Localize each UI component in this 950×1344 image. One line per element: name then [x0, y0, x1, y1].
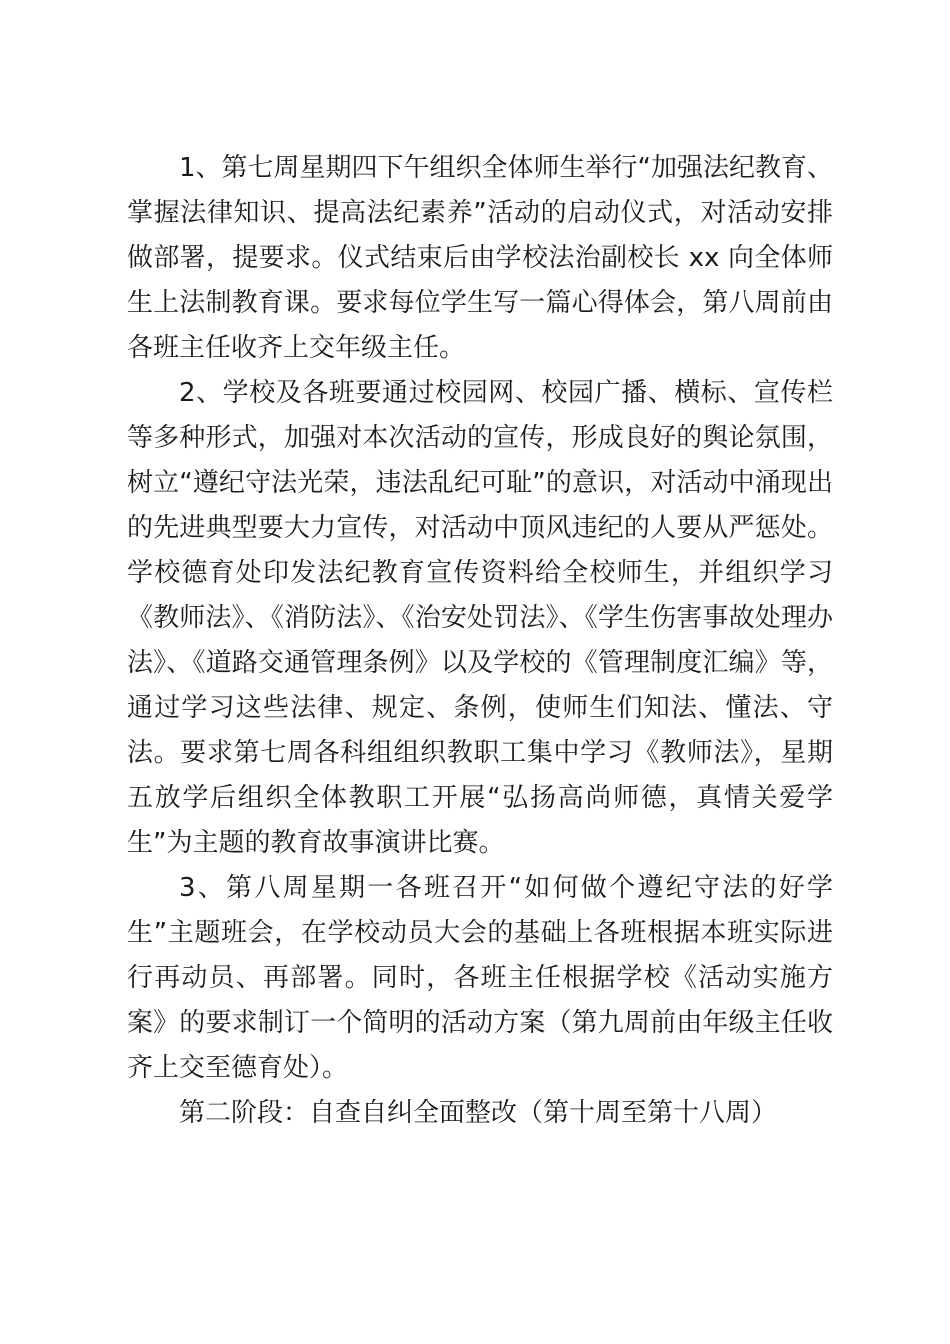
paragraph-item-1: 1、第七周星期四下午组织全体师生举行“加强法纪教育、掌握法律知识、提高法纪素养”活动的启动仪式，对活动安排做部署，提要求。仪式结束后由学校法治副校长 xx 向全体师生上法制教育课。要求每位学生写一篇心得体会，第八周前由各班主任收齐上交年级主任。: [127, 153, 834, 363]
paragraph-item-3: 3、第八周星期一各班召开“如何做个遵纪守法的好学生”主题班会，在学校动员大会的基础上各班根据本班实际进行再动员、再部署。同时，各班主任根据学校《活动实施方案》的要求制订一个简明的活动方案（第九周前由年级主任收齐上交至德育处）。: [127, 873, 833, 1083]
stage-heading: 第二阶段：自查自纠全面整改（第十周至第十八周）: [179, 1098, 778, 1128]
paragraph-item-2: 2、学校及各班要通过校园网、校园广播、横标、宣传栏等多种形式，加强对本次活动的宣传，形成良好的舆论氛围，树立“遵纪守法光荣，违法乱纪可耻”的意识，对活动中涌现出的先进典型要大力宣传，对活动中顶风违纪的人要从严惩处。学校德育处印发法纪教育宣传资料给全校师生，并组织学习《教师法》、《消防法》、《治安处罚法》、《学生伤害事故处理办法》、《道路交通管理条例》以及学校的《管理制度汇编》等，通过学习这些法律、规定、条例，使师生们知法、懂法、守法。要求第七周各科组组织教职工集中学习《教师法》，星期五放学后组织全体教职工开展“弘扬高尚师德，真情关爱学生”为主题的教育故事演讲比赛。: [127, 378, 833, 858]
document-body: [127, 146, 833, 1136]
